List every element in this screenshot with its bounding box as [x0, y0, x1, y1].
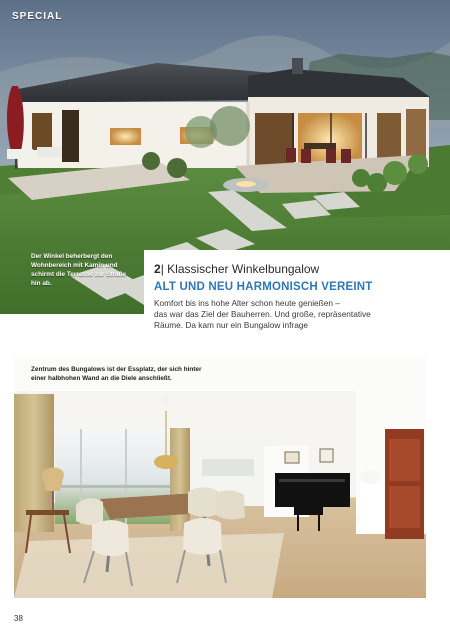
intro-line-3: Räume. Da kam nur ein Bungalow infrage [154, 320, 309, 330]
interior-photo [14, 357, 426, 598]
article-title: Klassischer Winkelbungalow [167, 262, 320, 276]
hero-caption: Der Winkel beherbergt den Wohnbereich mit Kamin und schirmt die Terrasse zur Straße hin ab. [31, 253, 127, 287]
intro-line-2: das war das Ziel der Bauherren. Und große, repräsentative [154, 309, 371, 319]
article-intro [154, 298, 434, 331]
article-heading-panel [144, 250, 450, 330]
article-subtitle: ALT UND NEU HARMONISCH VEREINT [154, 281, 373, 293]
page-number: 38 [14, 614, 23, 623]
intro-line-1: Komfort bis ins hohe Alter schon heute genießen – [154, 298, 340, 308]
section-label: SPECIAL [12, 11, 63, 22]
article-heading-line [154, 262, 319, 276]
interior-caption: Zentrum des Bungalows ist der Essplatz, der sich hinter einer halbhohen Wand an die Diele anschließt. [31, 366, 202, 382]
dining-area-image [14, 357, 426, 598]
article-separator: | [160, 262, 164, 276]
article-number: 2 [154, 262, 161, 276]
